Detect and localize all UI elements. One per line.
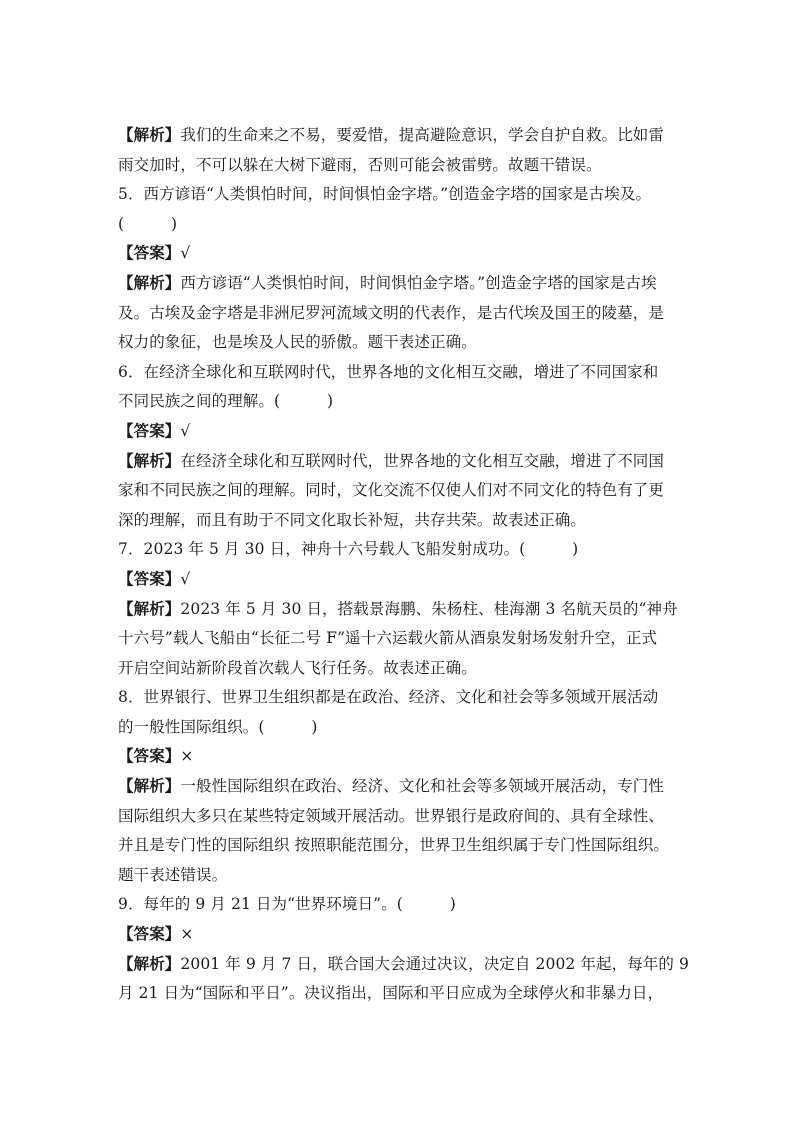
line-text: √ <box>180 569 191 588</box>
line-text: 深的理解，而且有助于不同文化取长补短，共存共荣。故表述正确。 <box>118 510 587 529</box>
text-line <box>118 299 693 329</box>
line-text: 西方谚语“人类惧怕时间，时间惧怕金字塔。”创造金字塔的国家是古埃 <box>180 273 657 292</box>
text-line <box>118 387 693 417</box>
text-line <box>118 802 693 832</box>
text-line <box>118 476 693 506</box>
line-text: 开启空间站新阶段首次载人飞行任务。故表述正确。 <box>118 658 477 677</box>
text-line <box>118 624 693 654</box>
line-text: 8．世界银行、世界卫生组织都是在政治、经济、文化和社会等多领域开展活动 <box>118 688 659 707</box>
text-line <box>118 180 693 210</box>
text-line <box>118 654 693 684</box>
line-text: 的一般性国际组织。( ) <box>118 717 318 736</box>
section-tag: 【答案】 <box>118 421 181 440</box>
line-text: 月 21 日为“国际和平日”。决议指出，国际和平日应成为全球停火和非暴力日， <box>118 984 664 1003</box>
section-tag: 【解析】 <box>118 954 181 973</box>
text-line <box>118 565 693 595</box>
text-line <box>118 417 693 447</box>
line-text: 不同民族之间的理解。( ) <box>118 392 334 411</box>
line-text: 国际组织大多只在某些特定领域开展活动。世界银行是政府间的、具有全球性、 <box>118 806 665 825</box>
text-line <box>118 831 693 861</box>
text-line <box>118 683 693 713</box>
text-line <box>118 447 693 477</box>
line-text: 7．2023 年 5 月 30 日，神舟十六号载人飞船发射成功。( ) <box>118 540 579 559</box>
text-line <box>118 358 693 388</box>
line-text: × <box>180 925 194 944</box>
line-text: 9．每年的 9 月 21 日为“世界环境日”。( ) <box>118 895 456 914</box>
section-tag: 【答案】 <box>118 925 181 944</box>
line-text: 2023 年 5 月 30 日，搭载景海鹏、朱杨柱、桂海潮 3 名航天员的“神舟 <box>180 599 678 618</box>
section-tag: 【答案】 <box>118 747 181 766</box>
line-text: 一般性国际组织在政治、经济、文化和社会等多领域开展活动，专门性 <box>180 777 665 796</box>
section-tag: 【解析】 <box>118 126 181 144</box>
line-text: 我们的生命来之不易，要爱惜，提高避险意识，学会自护自救。比如雷 <box>180 126 665 144</box>
text-line <box>118 151 693 181</box>
section-tag: 【答案】 <box>118 244 181 263</box>
line-text: 6．在经济全球化和互联网时代，世界各地的文化相互交融，增进了不同国家和 <box>118 362 659 381</box>
text-line <box>118 861 693 891</box>
line-text: × <box>180 747 194 766</box>
text-line <box>118 890 693 920</box>
line-text: √ <box>180 421 191 440</box>
text-line <box>118 121 693 151</box>
section-tag: 【解析】 <box>118 599 181 618</box>
line-text: 在经济全球化和互联网时代，世界各地的文化相互交融，增进了不同国 <box>180 451 665 470</box>
text-line <box>118 210 693 240</box>
line-text: 2001 年 9 月 7 日，联合国大会通过决议，决定自 2002 年起，每年的 9 <box>180 954 690 973</box>
section-tag: 【答案】 <box>118 569 181 588</box>
line-text: 题干表述错误。 <box>118 865 228 884</box>
document-body <box>118 121 693 1009</box>
line-text: √ <box>180 244 191 263</box>
text-line <box>118 269 693 299</box>
text-line <box>118 979 693 1009</box>
text-line <box>118 239 693 269</box>
line-text: 十六号”载人飞船由“长征二号 F”遥十六运载火箭从酒泉发射场发射升空，正式 <box>118 629 658 648</box>
line-text: ( ) <box>118 214 178 233</box>
text-line <box>118 742 693 772</box>
text-line <box>118 535 693 565</box>
text-line <box>118 595 693 625</box>
text-line <box>118 328 693 358</box>
line-text: 雨交加时，不可以躲在大树下避雨，否则可能会被雷劈。故题干错误。 <box>118 155 602 174</box>
line-text: 5．西方谚语“人类惧怕时间，时间惧怕金字塔。”创造金字塔的国家是古埃及。 <box>118 185 652 204</box>
text-line <box>118 772 693 802</box>
section-tag: 【解析】 <box>118 273 181 292</box>
line-text: 权力的象征，也是埃及人民的骄傲。题干表述正确。 <box>118 333 477 352</box>
section-tag: 【解析】 <box>118 777 181 796</box>
line-text: 并且是专门性的国际组织 按照职能范围分，世界卫生组织属于专门性国际组织。 <box>118 836 670 855</box>
text-line <box>118 506 693 536</box>
text-line <box>118 920 693 950</box>
line-text: 家和不同民族之间的理解。同时，文化交流不仅使人们对不同文化的特色有了更 <box>118 481 665 500</box>
line-text: 及。古埃及金字塔是非洲尼罗河流域文明的代表作，是古代埃及国王的陵墓，是 <box>118 303 665 322</box>
text-line <box>118 713 693 743</box>
section-tag: 【解析】 <box>118 451 181 470</box>
text-line <box>118 950 693 980</box>
